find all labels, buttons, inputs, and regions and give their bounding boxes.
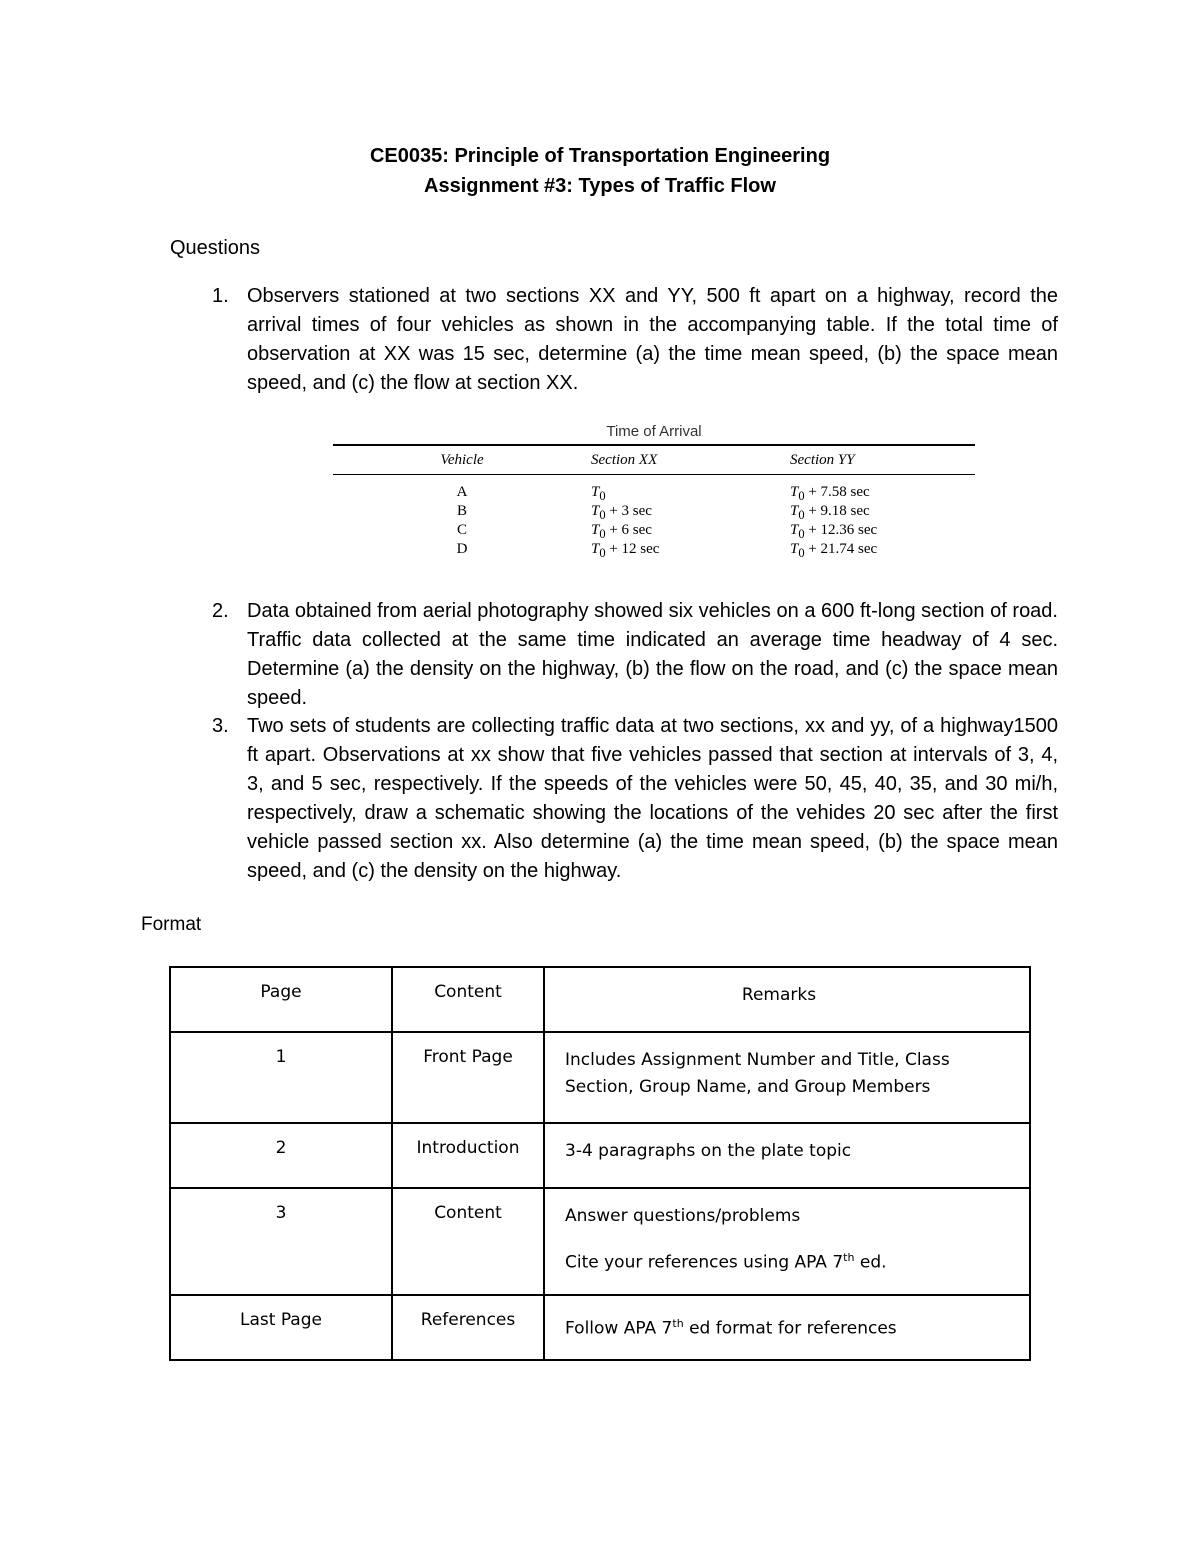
- question-text: Observers stationed at two sections XX and YY, 500 ft apart on a highway, record the arrival times of four vehicles as shown in the accompanying table. If the total time of observation at XX was 15 sec, determine (a) the time mean speed, (b) the space mean speed, and (c) the flow at section XX.: [247, 285, 1058, 394]
- table-row: [170, 1188, 1030, 1295]
- question-text: Two sets of students are collecting traffic data at two sections, xx and yy, of a highway1500 ft apart. Observations at xx show that five vehicles passed that section at intervals of 3, 4, 3, and 5 sec, respectively. If the speeds of the vehicles were 50, 45, 40, 35, and 30 mi/h, respectively, draw a schematic showing the locations of the vehides 20 sec after the first vehicle passed section xx. Also determine (a) the time mean speed, (b) the space mean speed, and (c) the density on the highway.: [247, 715, 1058, 882]
- question-number: 3.: [212, 715, 229, 737]
- header-section-xx: Section XX: [591, 452, 658, 468]
- table-row: [333, 521, 975, 540]
- yy-cell: $T_0 + 7.58$ sec: [790, 484, 870, 503]
- table-row: [170, 1295, 1030, 1360]
- header-content: Content: [392, 967, 544, 1032]
- page-cell: Last Page: [170, 1295, 392, 1360]
- vehicle-cell: D: [456, 541, 468, 557]
- question-2: [212, 597, 1058, 713]
- table-row: [170, 1032, 1030, 1123]
- content-cell: Content: [392, 1188, 544, 1295]
- vehicle-cell: C: [456, 522, 467, 538]
- arrival-table-caption: Time of Arrival: [606, 423, 702, 440]
- format-table: [169, 966, 1031, 1361]
- question-number: 1.: [212, 285, 229, 307]
- vehicle-cell: A: [456, 484, 468, 500]
- arrival-time-table: [333, 420, 975, 559]
- content-cell: References: [392, 1295, 544, 1360]
- course-title: CE0035: Principle of Transportation Engineering: [369, 145, 831, 167]
- table-row: [333, 483, 975, 502]
- remarks-cell: Follow APA 7th ed format for references: [544, 1295, 1030, 1360]
- arrival-table-header: [333, 446, 975, 474]
- table-header-row: [170, 967, 1030, 1032]
- question-number: 2.: [212, 600, 229, 622]
- xx-cell: $T_0 + 3$ sec: [591, 503, 652, 522]
- table-row: [170, 1123, 1030, 1188]
- remarks-cell: [544, 1188, 1030, 1295]
- header-page: Page: [170, 967, 392, 1032]
- remarks-line: Cite your references using APA 7th ed.: [565, 1251, 887, 1273]
- question-1: [212, 282, 1058, 398]
- page-cell: 1: [170, 1032, 392, 1123]
- header-remarks: Remarks: [544, 967, 1030, 1032]
- table-row: [333, 502, 975, 521]
- yy-cell: $T_0 + 9.18$ sec: [790, 503, 870, 522]
- remarks-cell: 3-4 paragraphs on the plate topic: [544, 1123, 1030, 1188]
- yy-cell: $T_0 + 12.36$ sec: [790, 522, 878, 541]
- remarks-line: Answer questions/problems: [565, 1206, 801, 1226]
- vehicle-cell: B: [456, 503, 467, 519]
- yy-cell: $T_0 + 21.74$ sec: [790, 541, 878, 560]
- xx-cell: $T_0 + 12$ sec: [591, 541, 660, 560]
- xx-cell: $T_0$: [591, 484, 606, 503]
- xx-cell: $T_0 + 6$ sec: [591, 522, 652, 541]
- header-vehicle: Vehicle: [440, 452, 484, 468]
- format-heading: Format: [141, 914, 202, 935]
- question-text: Data obtained from aerial photography showed six vehicles on a 600 ft-long section of road. Traffic data collected at the same time indicated an average time headway of 4 sec. Determine (a) the density on the highway, (b) the flow on the road, and (c) the space mean speed.: [247, 600, 1058, 709]
- page-cell: 3: [170, 1188, 392, 1295]
- questions-heading: Questions: [170, 237, 261, 259]
- page-cell: 2: [170, 1123, 392, 1188]
- assignment-title: Assignment #3: Types of Traffic Flow: [424, 175, 776, 197]
- remarks-cell: Includes Assignment Number and Title, Class Section, Group Name, and Group Members: [544, 1032, 1030, 1123]
- table-row: [333, 540, 975, 559]
- header-section-yy: Section YY: [790, 452, 855, 468]
- content-cell: Introduction: [392, 1123, 544, 1188]
- question-3: [212, 712, 1058, 886]
- content-cell: Front Page: [392, 1032, 544, 1123]
